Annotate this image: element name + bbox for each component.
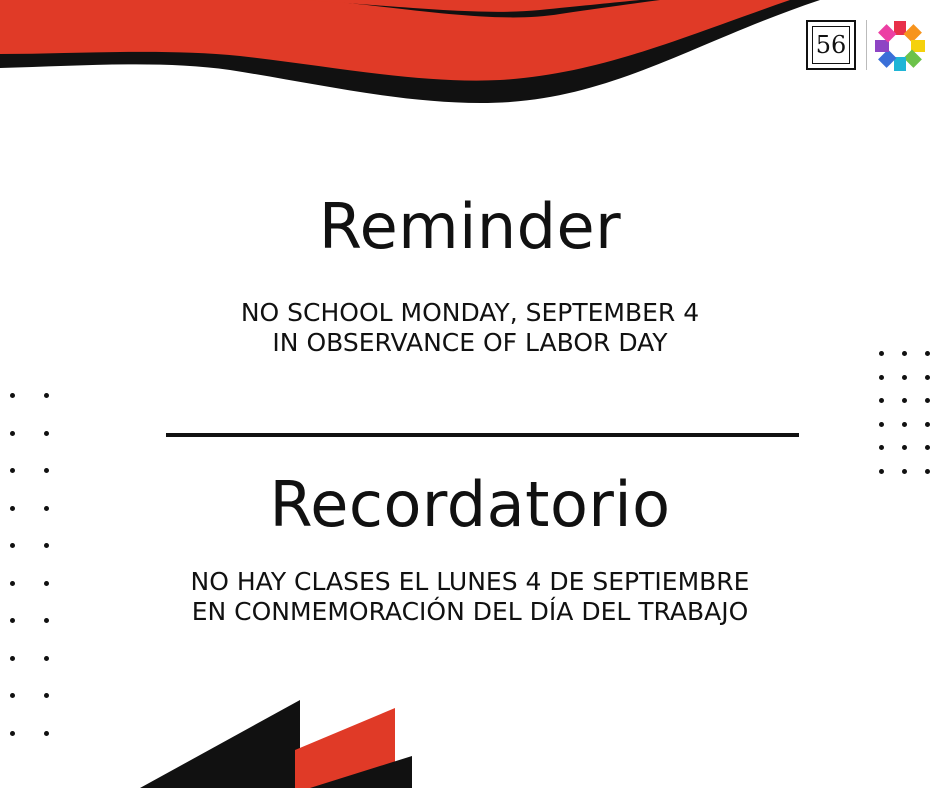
decorative-dot	[925, 351, 930, 356]
decorative-dot	[10, 581, 15, 586]
left-dot-grid	[0, 385, 70, 755]
colorful-flower-logo	[874, 20, 926, 72]
decorative-dot	[44, 693, 49, 698]
decorative-dot	[902, 422, 907, 427]
top-wave-decoration	[0, 0, 820, 110]
decorative-dot	[10, 731, 15, 736]
decorative-dot	[925, 422, 930, 427]
district-56-logo	[806, 20, 856, 70]
top-wave-red	[0, 0, 790, 81]
reminder-line-2: IN OBSERVANCE OF LABOR DAY	[272, 328, 668, 357]
section-divider	[166, 433, 799, 437]
reminder-line-1: NO SCHOOL MONDAY, SEPTEMBER 4	[240, 298, 700, 327]
decorative-dot	[879, 445, 884, 450]
bottom-shapes-decoration	[140, 690, 430, 788]
recordatorio-line-2: EN CONMEMORACIÓN DEL DÍA DEL TRABAJO	[191, 597, 749, 626]
decorative-dot	[879, 422, 884, 427]
reminder-message	[0, 298, 940, 358]
decorative-dot	[925, 445, 930, 450]
decorative-dot	[10, 468, 15, 473]
district-56-number: 56	[812, 26, 850, 64]
decorative-dot	[44, 543, 49, 548]
decorative-dot	[44, 581, 49, 586]
decorative-dot	[10, 693, 15, 698]
decorative-dot	[44, 431, 49, 436]
decorative-dot	[44, 393, 49, 398]
decorative-dot	[902, 375, 907, 380]
decorative-dot	[925, 375, 930, 380]
decorative-dot	[10, 393, 15, 398]
decorative-dot	[10, 431, 15, 436]
decorative-dot	[10, 506, 15, 511]
recordatorio-line-1: NO HAY CLASES EL LUNES 4 DE SEPTIEMBRE	[190, 567, 750, 596]
decorative-dot	[925, 398, 930, 403]
reminder-title: Reminder	[318, 190, 622, 263]
logo-divider	[866, 20, 867, 70]
bottom-black-triangle	[140, 700, 300, 788]
recordatorio-title: Recordatorio	[269, 468, 671, 541]
decorative-dot	[902, 469, 907, 474]
decorative-dot	[44, 618, 49, 623]
decorative-dot	[879, 398, 884, 403]
decorative-dot	[44, 656, 49, 661]
right-dot-grid	[866, 340, 940, 490]
decorative-dot	[902, 351, 907, 356]
decorative-dot	[902, 445, 907, 450]
decorative-dot	[10, 618, 15, 623]
decorative-dot	[44, 731, 49, 736]
decorative-dot	[10, 656, 15, 661]
decorative-dot	[879, 469, 884, 474]
decorative-dot	[879, 375, 884, 380]
decorative-dot	[902, 398, 907, 403]
decorative-dot	[879, 351, 884, 356]
decorative-dot	[44, 468, 49, 473]
decorative-dot	[925, 469, 930, 474]
decorative-dot	[44, 506, 49, 511]
recordatorio-message	[0, 567, 940, 627]
decorative-dot	[10, 543, 15, 548]
